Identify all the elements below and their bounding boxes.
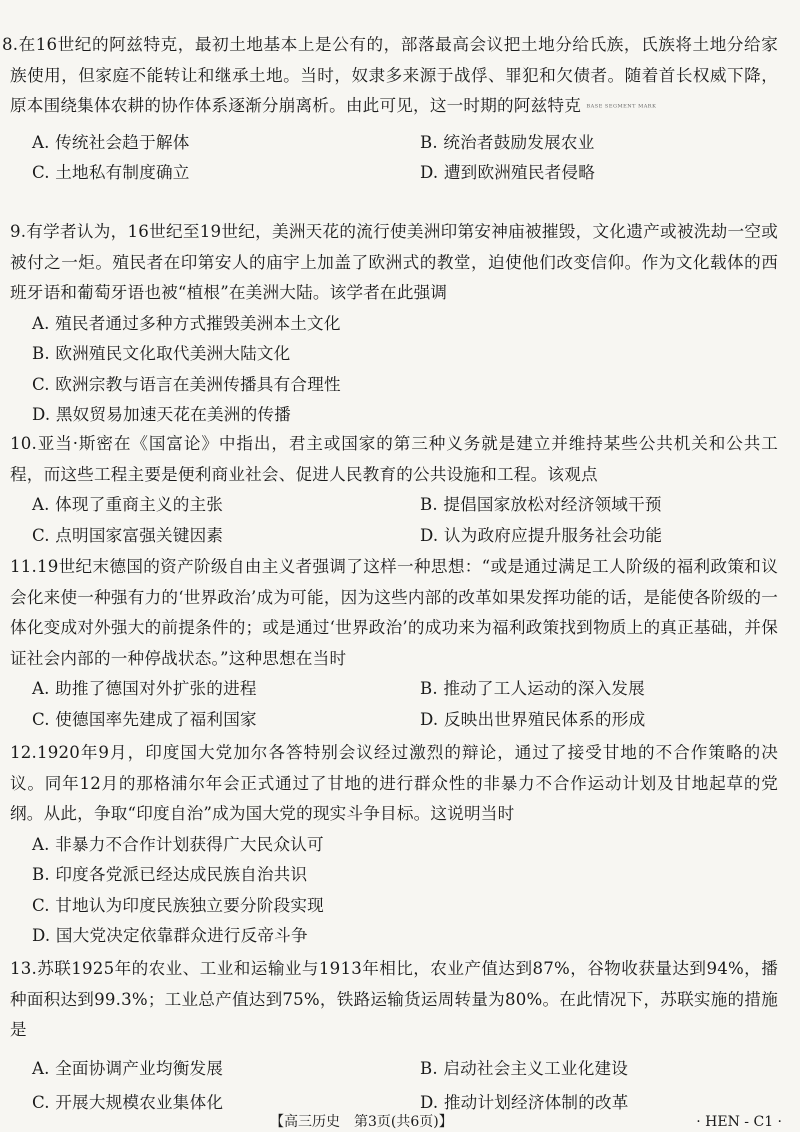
question-stem: 苏联1925年的农业、工业和运输业与1913年相比，农业产值达到87%，谷物收获量达到94%，播种面积达到99.3%；工业总产值达到75%，铁路运输货运周转量为80%。在此情况下，苏联实施的措施是 [10, 959, 778, 1039]
option-b[interactable]: B. 提倡国家放松对经济领域干预 [420, 495, 662, 514]
option-c[interactable]: C. 甘地认为印度民族独立要分阶段实现 [32, 895, 324, 915]
stem-trailer-mark: BASE SEGMENT MARK [586, 103, 657, 110]
question-stem: 在16世纪的阿兹特克，最初土地基本上是公有的，部落最高会议把土地分给氏族，氏族将土地分给家族使用，但家庭不能转让和继承土地。当时，奴隶多来源于战俘、罪犯和欠债者。随着首长权威下降，原本围绕集体农耕的协作体系逐渐分崩离析。由此可见，这一时期的阿兹特克 [10, 35, 778, 115]
question-10 [0, 429, 800, 551]
option-a[interactable]: A. 非暴力不合作计划获得广大民众认可 [32, 834, 324, 854]
option-a[interactable]: A. 传统社会趋于解体 [32, 132, 190, 152]
option-c[interactable]: C. 欧洲宗教与语言在美洲传播具有合理性 [32, 374, 341, 394]
question-stem: 有学者认为，16世纪至19世纪，美洲天花的流行使美洲印第安神庙被摧毁，文化遗产或被洗劫一空或被付之一炬。殖民者在印第安人的庙宇上加盖了欧洲式的教堂，迫使他们改变信仰。作为文化载体的西班牙语和葡萄牙语也被“植根”在美洲大陆。该学者在此强调 [10, 222, 778, 302]
question-stem: 19世纪末德国的资产阶级自由主义者强调了这样一种思想：“或是通过满足工人阶级的福利政策和议会化来使一种强有力的‘世界政治’成为可能，因为这些内部的改革如果发挥功能的话，是能使各阶级的一体化变成对外强大的前提条件的；或是通过‘世界政治’的成功来为福利政策找到物质上的真正基础，并保证社会内部的一种停战状态。”这种思想在当时 [10, 557, 778, 668]
option-b[interactable]: B. 推动了工人运动的深入发展 [420, 679, 645, 698]
option-d[interactable]: D. 认为政府应提升服务社会功能 [420, 525, 663, 545]
paper-code: · HEN - C1 · [696, 1114, 782, 1130]
question-number: 9. [10, 222, 27, 241]
option-b[interactable]: B. 印度各党派已经达成民族自治共识 [32, 865, 308, 884]
option-a[interactable]: A. 全面协调产业均衡发展 [32, 1058, 224, 1078]
option-c[interactable]: C. 开展大规模农业集体化 [32, 1092, 224, 1112]
option-c[interactable]: C. 点明国家富强关键因素 [32, 525, 224, 545]
question-stem: 亚当·斯密在《国富论》中指出，君主或国家的第三种义务就是建立并维持某些公共机关和公共工程，而这些工程主要是便利商业社会、促进人民教育的公共设施和工程。该观点 [10, 434, 778, 484]
option-d[interactable]: D. 国大党决定依靠群众进行反帝斗争 [32, 926, 308, 945]
option-b[interactable]: B. 统治者鼓励发展农业 [420, 132, 595, 152]
question-stem: 1920年9月，印度国大党加尔各答特别会议经过激烈的辩论，通过了接受甘地的不合作策略的决议。同年12月的那格浦尔年会正式通过了甘地的进行群众性的非暴力不合作运动计划及甘地起草的党纲。从此，争取“印度自治”成为国大党的现实斗争目标。这说明当时 [10, 743, 778, 823]
option-d[interactable]: D. 遭到欧洲殖民者侵略 [420, 163, 596, 183]
question-number: 10. [10, 434, 37, 453]
question-number: 12. [10, 743, 37, 762]
question-9 [0, 217, 800, 431]
option-c[interactable]: C. 使德国率先建成了福利国家 [32, 709, 257, 729]
options [0, 674, 800, 735]
options [0, 1052, 800, 1120]
page-footer [0, 1112, 800, 1132]
question-number: 13. [10, 959, 37, 978]
option-b[interactable]: B. 启动社会主义工业化建设 [420, 1058, 629, 1078]
option-a[interactable]: A. 殖民者通过多种方式摧毁美洲本土文化 [32, 313, 341, 333]
question-8 [0, 30, 800, 189]
options [0, 830, 800, 952]
question-11 [0, 552, 800, 735]
options [0, 490, 800, 551]
option-b[interactable]: B. 欧洲殖民文化取代美洲大陆文化 [32, 344, 291, 363]
page-info: 【高三历史 第3页(共6页)】 [270, 1114, 453, 1130]
option-d[interactable]: D. 反映出世界殖民体系的形成 [420, 709, 646, 729]
option-a[interactable]: A. 体现了重商主义的主张 [32, 495, 224, 514]
option-c[interactable]: C. 土地私有制度确立 [32, 163, 190, 183]
options [0, 128, 800, 189]
question-number: 11. [10, 557, 37, 576]
options [0, 309, 800, 431]
option-d[interactable]: D. 黑奴贸易加速天花在美洲的传播 [32, 405, 291, 424]
question-13 [0, 954, 800, 1120]
option-a[interactable]: A. 助推了德国对外扩张的进程 [32, 679, 257, 698]
question-number: 8. [2, 35, 19, 54]
option-d[interactable]: D. 推动计划经济体制的改革 [420, 1092, 629, 1112]
question-12 [0, 738, 800, 952]
